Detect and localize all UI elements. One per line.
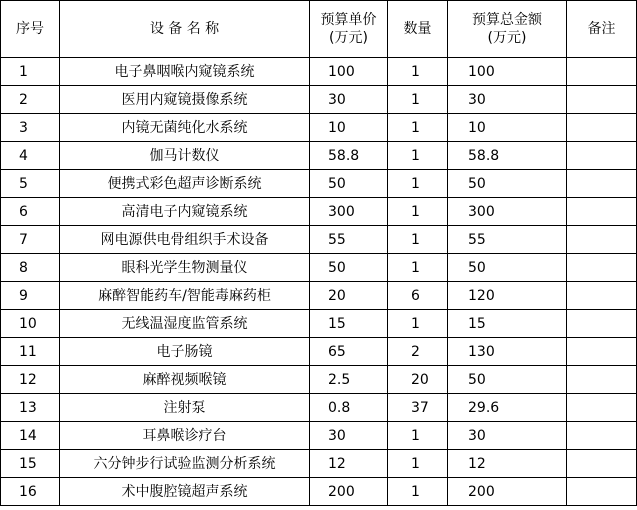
cell-index: 6 (1, 198, 60, 226)
cell-total-amount: 12 (448, 450, 567, 478)
cell-index: 8 (1, 254, 60, 282)
cell-equipment-name: 术中腹腔镜超声系统 (60, 478, 310, 506)
cell-quantity: 1 (388, 170, 448, 198)
cell-remark (567, 254, 637, 282)
header-equipment-name: 设 备 名 称 (60, 1, 310, 58)
cell-equipment-name: 电子肠镜 (60, 338, 310, 366)
cell-quantity: 1 (388, 478, 448, 506)
cell-index: 2 (1, 86, 60, 114)
cell-quantity: 1 (388, 226, 448, 254)
cell-index: 10 (1, 310, 60, 338)
cell-unit-price: 58.8 (310, 142, 388, 170)
table-row (1, 198, 637, 226)
cell-total-amount: 120 (448, 282, 567, 310)
cell-quantity: 1 (388, 58, 448, 86)
cell-equipment-name: 网电源供电骨组织手术设备 (60, 226, 310, 254)
cell-remark (567, 394, 637, 422)
header-total-amount-label: 预算总金额 (472, 12, 542, 28)
cell-index: 5 (1, 170, 60, 198)
cell-remark (567, 170, 637, 198)
cell-index: 9 (1, 282, 60, 310)
cell-equipment-name: 伽马计数仪 (60, 142, 310, 170)
cell-remark (567, 422, 637, 450)
cell-index: 3 (1, 114, 60, 142)
table-row (1, 254, 637, 282)
cell-index: 14 (1, 422, 60, 450)
cell-unit-price: 15 (310, 310, 388, 338)
cell-remark (567, 114, 637, 142)
cell-quantity: 1 (388, 198, 448, 226)
cell-total-amount: 55 (448, 226, 567, 254)
cell-remark (567, 366, 637, 394)
cell-index: 4 (1, 142, 60, 170)
table-row (1, 478, 637, 506)
cell-quantity: 2 (388, 338, 448, 366)
cell-remark (567, 478, 637, 506)
header-total-amount (448, 1, 567, 58)
header-total-amount-unit: (万元) (487, 30, 527, 46)
cell-quantity: 1 (388, 310, 448, 338)
cell-unit-price: 30 (310, 86, 388, 114)
cell-total-amount: 30 (448, 422, 567, 450)
table-row (1, 226, 637, 254)
table-row (1, 282, 637, 310)
cell-total-amount: 200 (448, 478, 567, 506)
cell-total-amount: 100 (448, 58, 567, 86)
cell-equipment-name: 内镜无菌纯化水系统 (60, 114, 310, 142)
cell-remark (567, 58, 637, 86)
cell-index: 1 (1, 58, 60, 86)
table-row (1, 114, 637, 142)
cell-remark (567, 86, 637, 114)
cell-remark (567, 310, 637, 338)
cell-quantity: 1 (388, 422, 448, 450)
cell-unit-price: 300 (310, 198, 388, 226)
cell-total-amount: 15 (448, 310, 567, 338)
cell-total-amount: 58.8 (448, 142, 567, 170)
table-row (1, 338, 637, 366)
header-index: 序号 (1, 1, 60, 58)
cell-index: 12 (1, 366, 60, 394)
cell-index: 11 (1, 338, 60, 366)
cell-total-amount: 50 (448, 170, 567, 198)
cell-equipment-name: 注射泵 (60, 394, 310, 422)
cell-unit-price: 55 (310, 226, 388, 254)
table-row (1, 58, 637, 86)
cell-quantity: 1 (388, 254, 448, 282)
cell-unit-price: 30 (310, 422, 388, 450)
table-body (1, 58, 637, 506)
cell-remark (567, 450, 637, 478)
header-remark: 备注 (567, 1, 637, 58)
table-row (1, 86, 637, 114)
cell-total-amount: 50 (448, 366, 567, 394)
cell-index: 7 (1, 226, 60, 254)
cell-equipment-name: 麻醉视频喉镜 (60, 366, 310, 394)
cell-equipment-name: 麻醉智能药车/智能毒麻药柜 (60, 282, 310, 310)
table-row (1, 450, 637, 478)
cell-quantity: 1 (388, 450, 448, 478)
cell-remark (567, 226, 637, 254)
cell-quantity: 1 (388, 114, 448, 142)
cell-quantity: 20 (388, 366, 448, 394)
table-row (1, 366, 637, 394)
header-quantity: 数量 (388, 1, 448, 58)
cell-total-amount: 10 (448, 114, 567, 142)
header-unit-price (310, 1, 388, 58)
table-row (1, 394, 637, 422)
cell-remark (567, 198, 637, 226)
cell-unit-price: 20 (310, 282, 388, 310)
cell-equipment-name: 电子鼻咽喉内窥镜系统 (60, 58, 310, 86)
cell-equipment-name: 无线温湿度监管系统 (60, 310, 310, 338)
cell-remark (567, 142, 637, 170)
cell-total-amount: 29.6 (448, 394, 567, 422)
cell-unit-price: 50 (310, 254, 388, 282)
cell-quantity: 6 (388, 282, 448, 310)
cell-equipment-name: 便携式彩色超声诊断系统 (60, 170, 310, 198)
cell-equipment-name: 六分钟步行试验监测分析系统 (60, 450, 310, 478)
cell-quantity: 1 (388, 142, 448, 170)
table-row (1, 142, 637, 170)
cell-remark (567, 282, 637, 310)
cell-remark (567, 338, 637, 366)
cell-total-amount: 50 (448, 254, 567, 282)
table-row (1, 422, 637, 450)
cell-index: 15 (1, 450, 60, 478)
cell-unit-price: 50 (310, 170, 388, 198)
table-header-row (1, 1, 637, 58)
cell-total-amount: 130 (448, 338, 567, 366)
table-row (1, 310, 637, 338)
header-unit-price-label: 预算单价 (320, 12, 377, 28)
cell-unit-price: 0.8 (310, 394, 388, 422)
cell-index: 16 (1, 478, 60, 506)
cell-unit-price: 65 (310, 338, 388, 366)
cell-equipment-name: 耳鼻喉诊疗台 (60, 422, 310, 450)
cell-unit-price: 2.5 (310, 366, 388, 394)
cell-unit-price: 200 (310, 478, 388, 506)
cell-equipment-name: 眼科光学生物测量仪 (60, 254, 310, 282)
header-unit-price-unit: (万元) (329, 30, 368, 46)
cell-total-amount: 300 (448, 198, 567, 226)
cell-unit-price: 12 (310, 450, 388, 478)
cell-unit-price: 100 (310, 58, 388, 86)
cell-quantity: 37 (388, 394, 448, 422)
table-row (1, 170, 637, 198)
cell-index: 13 (1, 394, 60, 422)
cell-total-amount: 30 (448, 86, 567, 114)
cell-equipment-name: 高清电子内窥镜系统 (60, 198, 310, 226)
cell-equipment-name: 医用内窥镜摄像系统 (60, 86, 310, 114)
cell-unit-price: 10 (310, 114, 388, 142)
cell-quantity: 1 (388, 86, 448, 114)
